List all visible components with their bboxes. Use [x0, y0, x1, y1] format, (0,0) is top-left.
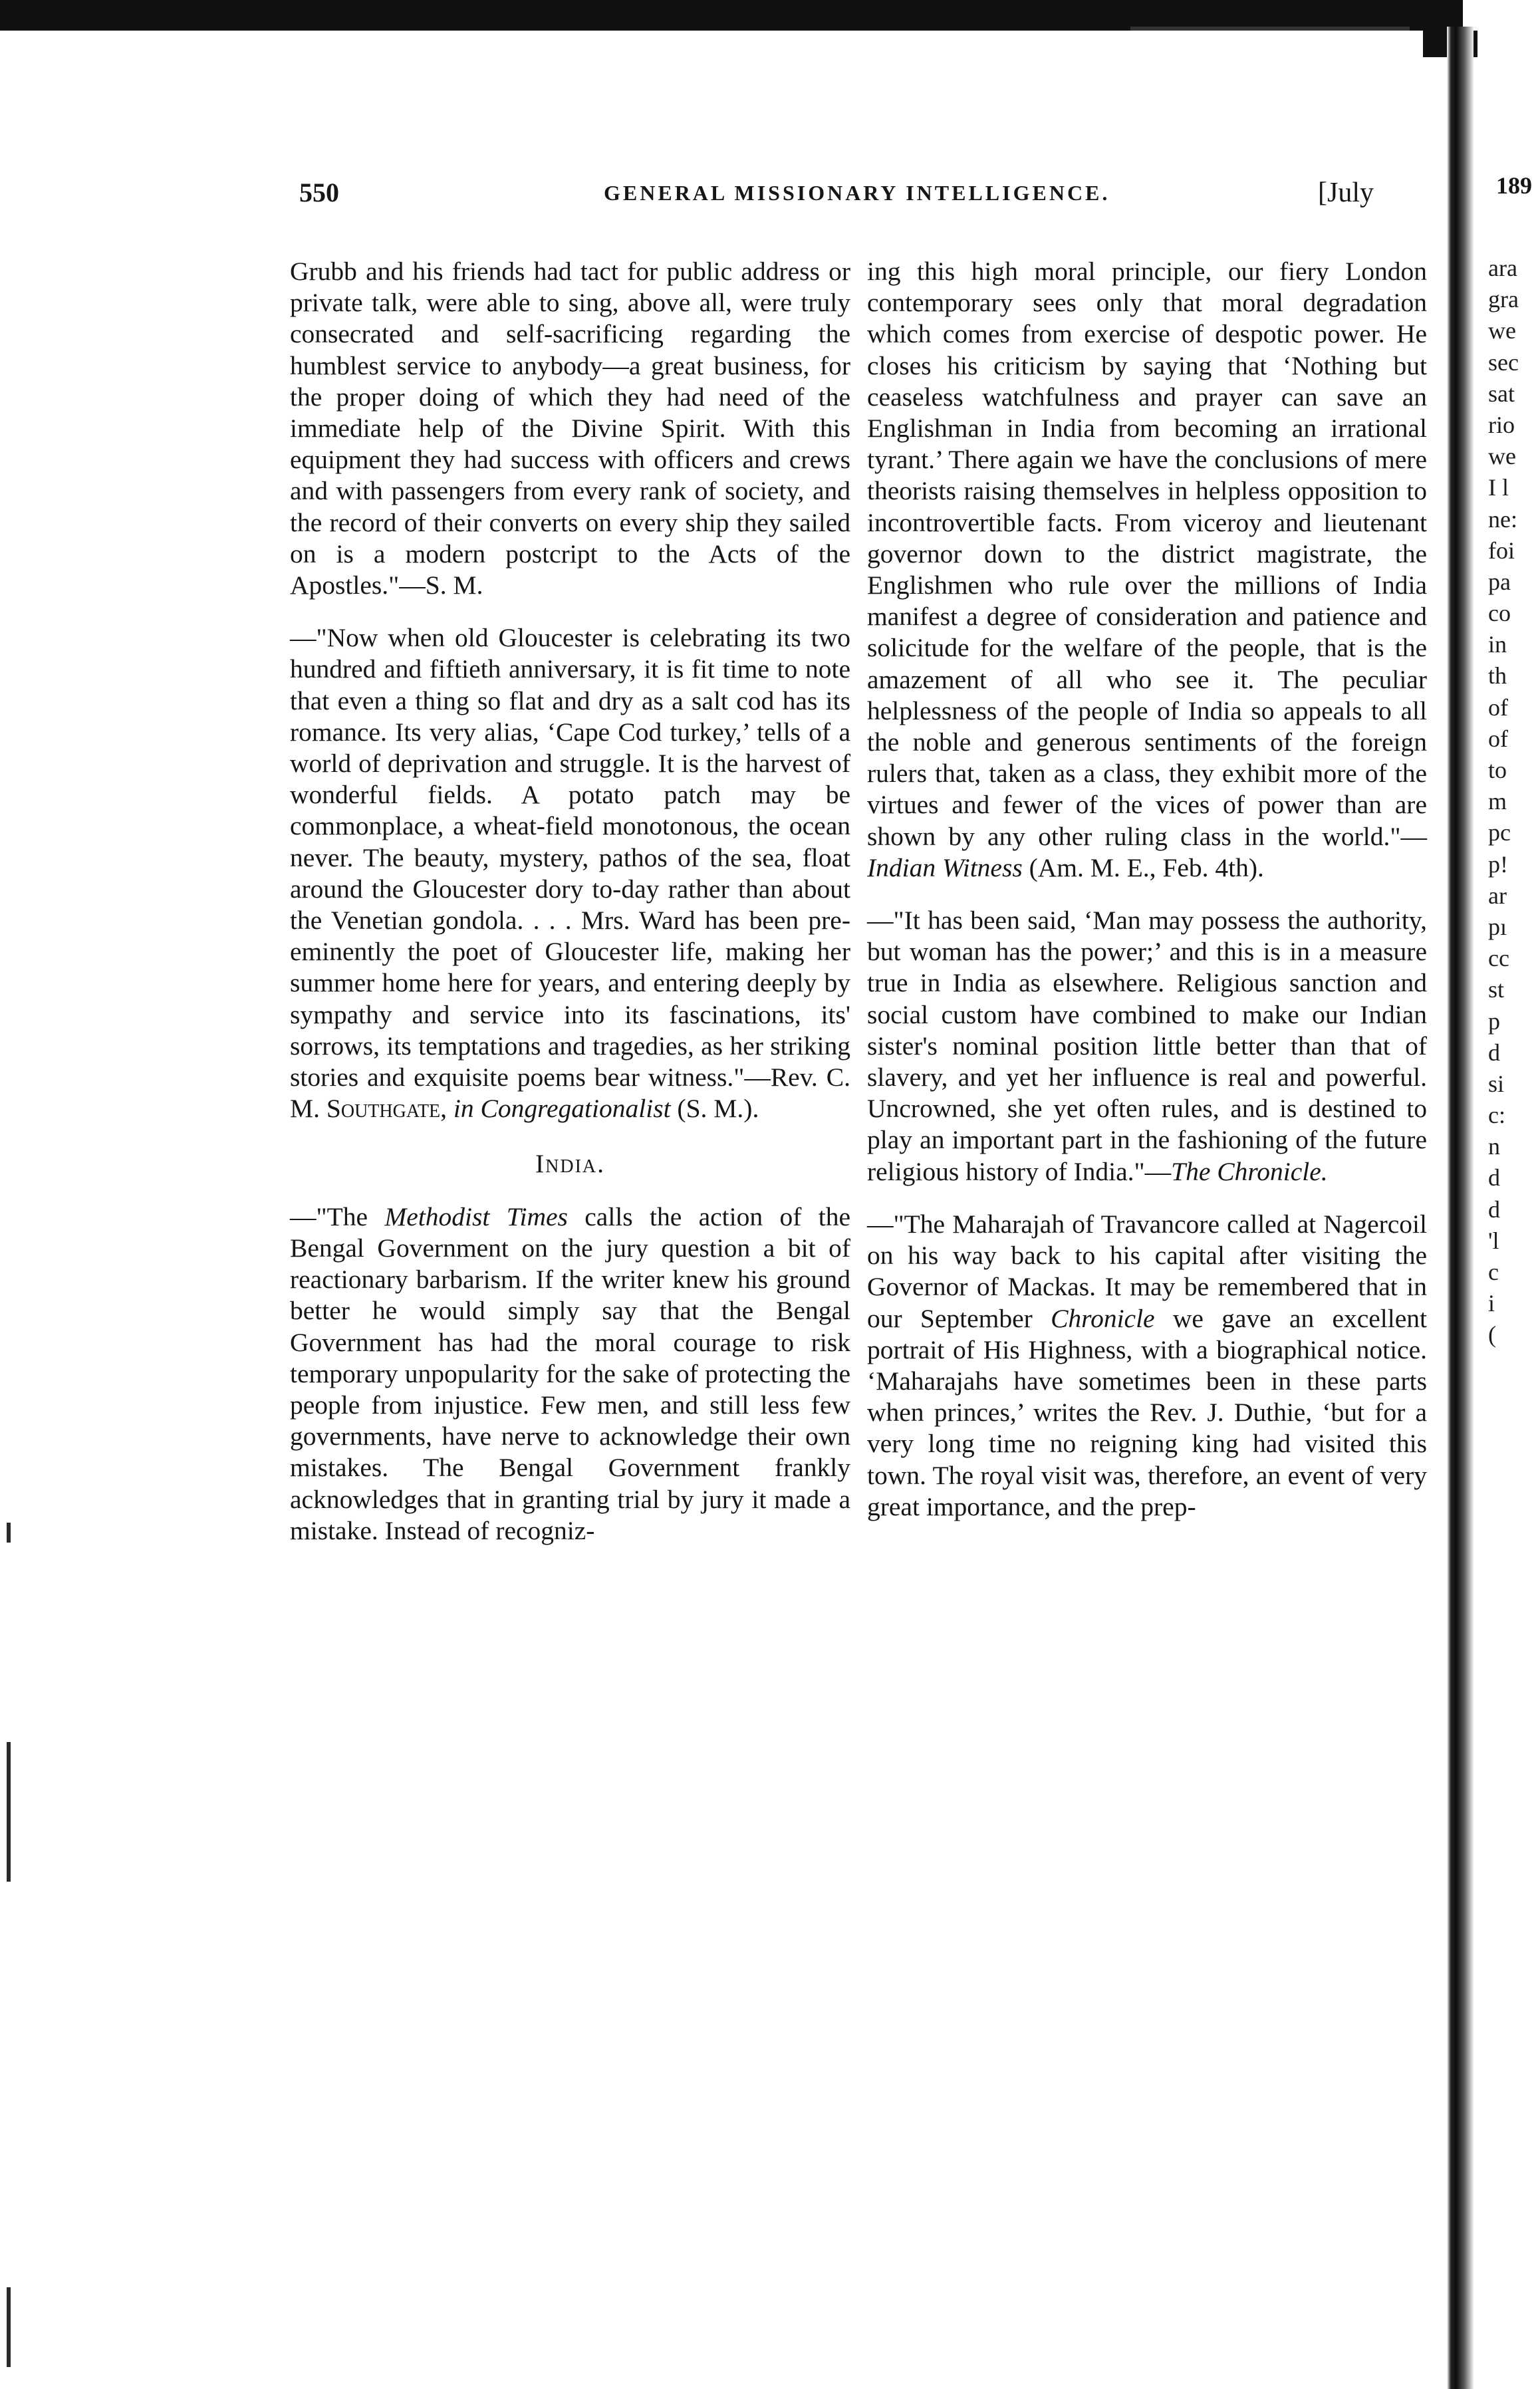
next-page-fragment: in — [1488, 631, 1507, 658]
source-title: The Chronicle. — [1171, 1156, 1328, 1186]
next-page-fragment: we — [1488, 317, 1516, 344]
next-page-fragment: of — [1488, 693, 1508, 721]
paragraph: ing this high moral principle, our fiery London contemporary sees only that moral degradation which comes from exercise of despotic power. He closes his criticism by saying that ‘Nothing but ceaseless watchfulness and prayer can save an Englishman in India from becoming an irrational tyrant.’ There again we have the conclusions of mere theorists raising themselves in helpless opposition to incontrovertible facts. From viceroy and lieutenant governor down to the district magistrate, the Englishmen who rule over the millions of India manifest a degree of consideration and patience and solicitude for the welfare of the people, that is the amazement of all who see it. The peculiar helplessness of the people of India so appeals to all the noble and generous sentiments of the foreign rulers that, taken as a class, they exhibit more of the virtues and fewer of the vices of power than are shown by any other ruling class in the world."—Indian Witness (Am. M. E., Feb. 4th). — [867, 257, 1427, 882]
next-page-fragment: of — [1488, 725, 1508, 752]
next-page-fragment: we — [1488, 443, 1516, 470]
next-page-fragment: d — [1488, 1039, 1500, 1066]
top-scan-rule — [1130, 27, 1410, 31]
next-page-fragment: c — [1488, 1259, 1499, 1285]
paragraph: —"It has been said, ‘Man may possess the authority, but woman has the power;’ and this is in a measure true in India as elsewhere. Religious sanction and social custom have combined to make our Indian sister's nominal position little better than that of slavery, and yet her influence is real and powerful. Uncrowned, she yet often rules, and is destined to play an important part in the fashioning of the future religious history of India."—The Chronicle. — [867, 906, 1427, 1186]
next-page-fragment: ara — [1488, 255, 1517, 281]
next-page-fragment: gra — [1488, 286, 1519, 313]
next-page-fragment: I l — [1488, 474, 1509, 501]
next-page-fragment: i — [1488, 1290, 1495, 1317]
gutter-mark — [7, 1742, 11, 1882]
next-page-fragment: pa — [1488, 568, 1511, 595]
next-page-fragment: to — [1488, 757, 1507, 783]
source-title: Congregationalist — [480, 1094, 671, 1124]
gutter-mark — [7, 1523, 11, 1543]
next-page-fragment: st — [1488, 976, 1505, 1003]
next-page-fragment: p — [1488, 1007, 1500, 1035]
running-head — [299, 177, 1416, 217]
page-title: GENERAL MISSIONARY INTELLIGENCE. — [604, 181, 1110, 205]
next-page-fragment: d — [1488, 1164, 1500, 1192]
next-page-fragment: m — [1488, 788, 1507, 815]
source-title: Methodist Times — [384, 1201, 568, 1231]
author-name: Southgate — [326, 1094, 441, 1124]
paragraph: Grubb and his friends had tact for public address or private talk, were able to sing, above all, were truly consecrated and self-sacrificing regarding the humblest service to anybody—a great business, for the proper doing of which they had need of the immediate help of the Divine Spirit. With this equipment they had success with officers and crews and with passengers from every rank of society, and the record of their converts on every ship they sailed on is a modern postcript to the Acts of the Apostles."—S. M. — [290, 257, 850, 600]
section-heading: India. — [535, 1149, 605, 1179]
paragraph: —"The Maharajah of Travancore called at Nagercoil on his way back to his capital after visiting the Governor of Mackas. It may be remembered that in our September Chronicle we gave an excellent portrait of His Highness, with a biographical notice. ‘Maharajahs have sometimes been in these parts when princes,’ writes the Rev. J. Duthie, ‘but for a very long time no reigning king had visited this town. The royal visit was, therefore, an event of very great importance, and the prep- — [867, 1209, 1427, 1521]
next-page-fragment: sat — [1488, 380, 1515, 407]
paragraph: —"Now when old Gloucester is celebrating its two hundred and fiftieth anniversary, it is fit time to note that even a thing so flat and dry as a salt cod has its romance. Its very alias, ‘Cape Cod turkey,’ tells of a world of deprivation and struggle. It is the harvest of wonderful fields. A potato patch may be commonplace, a wheat-field monotonous, the ocean never. The beauty, mystery, pathos of the sea, float around the Gloucester dory to-day rather than about the Venetian gondola. . . . Mrs. Ward has been pre-eminently the poet of Gloucester life, making her summer home here for years, and entering deeply by sympathy and service into its fascinations, its' sorrows, its temptations and tragedies, as her striking stories and exquisite poems bear witness."—Rev. C. M. Southgate, in Congregationalist (S. M.). — [290, 623, 850, 1124]
next-page-fragments — [1488, 253, 1540, 1351]
page-month: [July — [1318, 178, 1374, 208]
next-page-fragment: cc — [1488, 945, 1509, 972]
left-column — [290, 256, 850, 1547]
next-page-fragment: ne: — [1488, 505, 1517, 533]
page-number: 550 — [299, 178, 339, 207]
right-column — [867, 256, 1427, 1523]
gutter-mark — [7, 2287, 11, 2367]
next-page-fragment: c: — [1488, 1102, 1505, 1129]
next-page-fragment: si — [1488, 1070, 1505, 1097]
next-page-fragment: rio — [1488, 411, 1515, 438]
next-page-fragment: foi — [1488, 537, 1515, 564]
next-page-fragment: pc — [1488, 819, 1511, 846]
next-page-fragment: ar — [1488, 882, 1507, 909]
book-binding-shadow — [1447, 27, 1474, 2389]
source-title: Indian Witness — [867, 852, 1023, 882]
source-title: Chronicle — [1051, 1303, 1155, 1333]
next-page-fragment: 'l — [1488, 1227, 1499, 1254]
next-page-fragment: p! — [1488, 850, 1508, 878]
next-page-fragment: n — [1488, 1133, 1500, 1160]
next-page-number: 189 — [1496, 172, 1532, 199]
next-page-fragment: d — [1488, 1195, 1500, 1223]
next-page-fragment: co — [1488, 600, 1511, 627]
next-page-fragment: sec — [1488, 348, 1519, 376]
next-page-fragment: ( — [1488, 1321, 1496, 1348]
next-page-fragment: th — [1488, 662, 1507, 690]
next-page-fragment: pı — [1488, 913, 1507, 940]
paragraph: —"The Methodist Times calls the action of the Bengal Government on the jury question a bit of reactionary barbarism. If the writer knew his ground better he would simply say that the Bengal Government has had the moral courage to risk temporary unpopularity for the sake of protecting the people from injustice. Few men, and still less few governments, have nerve to acknowledge their own mistakes. The Bengal Government frankly acknowledges that in granting trial by jury it made a mistake. Instead of recogniz- — [290, 1201, 850, 1545]
